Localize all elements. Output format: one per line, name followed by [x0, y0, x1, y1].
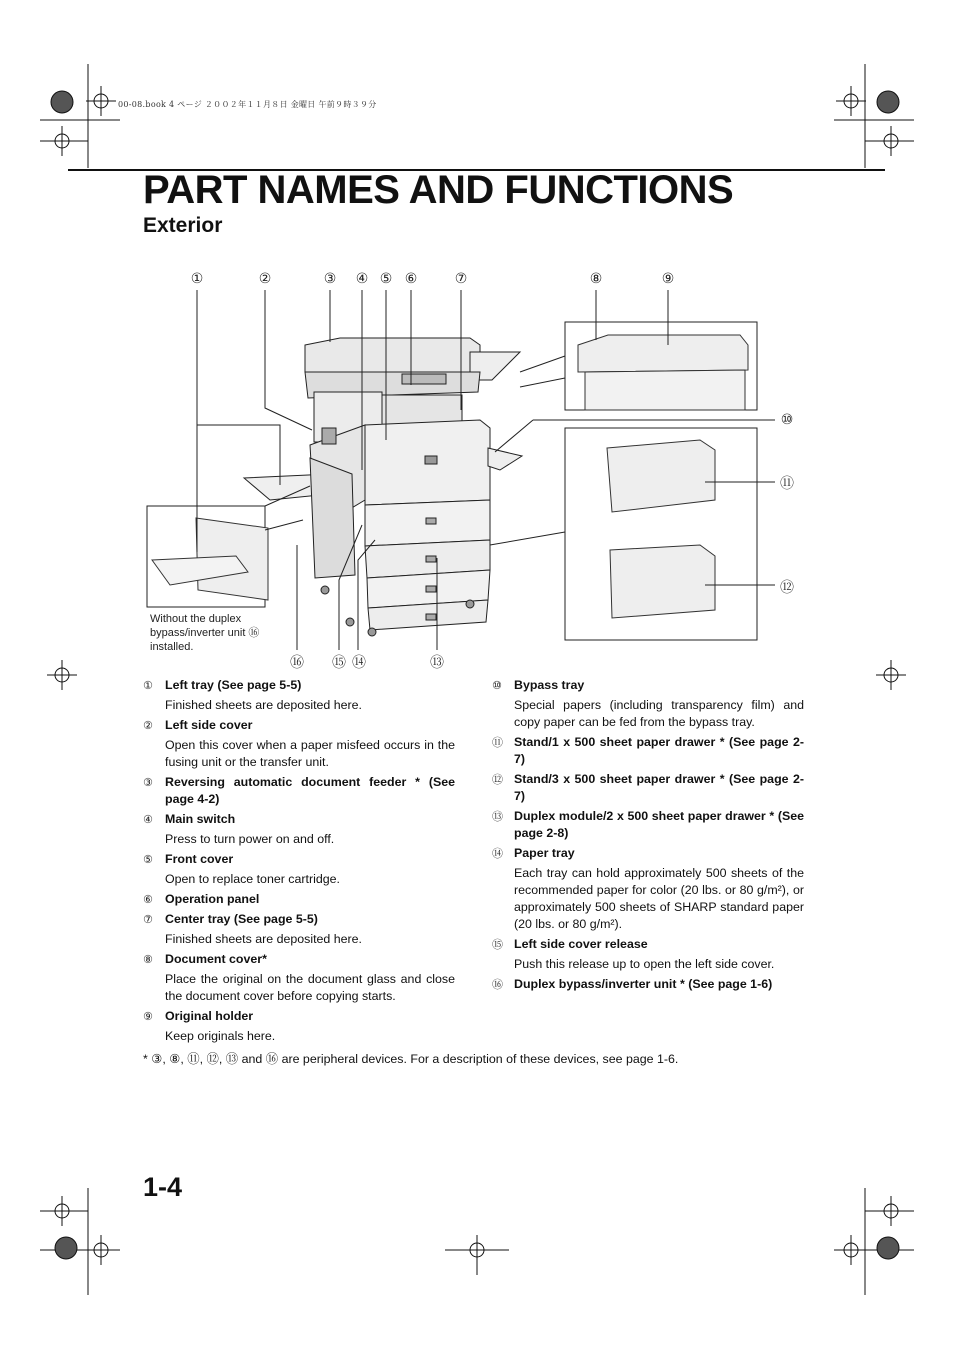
list-item — [492, 845, 804, 933]
item-title: Original holder — [165, 1009, 254, 1023]
item-description: Open to replace toner cartridge. — [165, 872, 340, 886]
item-title: Duplex module/2 x 500 sheet paper drawer * (See page 2-8) — [514, 809, 804, 840]
item-description: Push this release up to open the left side cover. — [514, 957, 775, 971]
list-item — [143, 774, 455, 808]
item-number: ① — [143, 679, 153, 692]
inset-document-cover — [520, 322, 757, 410]
callout-7: ⑦ — [454, 271, 468, 287]
item-number: ③ — [143, 776, 153, 789]
item-number: ⑨ — [143, 1010, 153, 1023]
item-title: Front cover — [165, 852, 234, 866]
item-title: Center tray (See page 5-5) — [165, 912, 318, 926]
list-item — [143, 677, 455, 714]
inset-without-duplex — [147, 486, 310, 607]
callout-5: ⑤ — [379, 271, 393, 287]
item-title: Duplex bypass/inverter unit * (See page 1-6) — [514, 977, 773, 991]
item-description: Open this cover when a paper misfeed occurs in the fusing unit or the transfer unit. — [165, 738, 455, 769]
item-number: ⑦ — [143, 913, 153, 926]
callout-10: ⑩ — [780, 412, 794, 428]
callout-4: ④ — [355, 271, 369, 287]
callout-6: ⑥ — [404, 271, 418, 287]
list-item — [143, 717, 455, 771]
item-description: Place the original on the document glass and close the document cover before copying starts. — [165, 972, 455, 1003]
list-item — [143, 851, 455, 888]
file-meta-header: 00-08.book 4 ページ ２００２年１１月８日 金曜日 午前９時３９分 — [118, 100, 377, 109]
callout-12: ⑫ — [780, 580, 794, 596]
item-title: Reversing automatic document feeder * (See page 4-2) — [165, 775, 455, 806]
page-subtitle: Exterior — [143, 214, 223, 237]
item-description: Finished sheets are deposited here. — [165, 932, 362, 946]
list-item — [143, 951, 455, 1005]
item-title: Left tray (See page 5-5) — [165, 678, 302, 692]
list-item — [492, 976, 804, 993]
item-number: ⑯ — [492, 978, 503, 991]
list-item — [143, 811, 455, 848]
item-title: Stand/3 x 500 sheet paper drawer * (See page 2-7) — [514, 772, 804, 803]
list-item — [143, 1008, 455, 1045]
item-number: ⑤ — [143, 853, 153, 866]
item-title: Left side cover release — [514, 937, 648, 951]
list-item — [492, 936, 804, 973]
copier-illustration — [244, 338, 522, 636]
callout-1: ① — [190, 271, 204, 287]
item-number: ⑥ — [143, 893, 153, 906]
item-description: Finished sheets are deposited here. — [165, 698, 362, 712]
item-title: Bypass tray — [514, 678, 585, 692]
item-description: Special papers (including transparency film) and copy paper can be fed from the bypass tray. — [514, 698, 804, 729]
item-number: ⑬ — [492, 810, 503, 823]
item-title: Paper tray — [514, 846, 575, 860]
callout-15: ⑮ — [332, 655, 346, 671]
callout-16: ⑯ — [290, 655, 304, 671]
list-item — [492, 808, 804, 842]
callout-11: ⑪ — [780, 476, 794, 492]
item-number: ② — [143, 719, 153, 732]
inset-stands — [490, 420, 775, 640]
color-circles — [51, 91, 899, 1259]
callout-13: ⑬ — [430, 655, 444, 671]
item-number: ⑩ — [492, 679, 502, 692]
list-item — [492, 677, 804, 731]
list-item — [492, 771, 804, 805]
figure-caption: Without the duplex bypass/inverter unit ⑯ installed. — [150, 613, 260, 653]
callout-8: ⑧ — [589, 271, 603, 287]
page-number: 1-4 — [143, 1172, 183, 1202]
callout-3: ③ — [323, 271, 337, 287]
page-title: PART NAMES AND FUNCTIONS — [143, 168, 734, 212]
callout-2: ② — [258, 271, 272, 287]
parts-list-right — [492, 677, 804, 996]
item-number: ⑭ — [492, 847, 503, 860]
item-description: Keep originals here. — [165, 1029, 276, 1043]
item-title: Main switch — [165, 812, 236, 826]
item-title: Document cover* — [165, 952, 267, 966]
footnote: * ③, ⑧, ⑪, ⑫, ⑬ and ⑯ are peripheral devices. For a description of these devices, see page 1-6. — [143, 1052, 679, 1066]
item-number: ⑪ — [492, 736, 503, 749]
list-item — [143, 891, 455, 908]
callout-14: ⑭ — [352, 655, 366, 671]
item-number: ⑫ — [492, 773, 503, 786]
item-number: ⑮ — [492, 938, 503, 951]
item-number: ⑧ — [143, 953, 153, 966]
list-item — [143, 911, 455, 948]
item-description: Each tray can hold approximately 500 sheets of the recommended paper for color (20 lbs. or 80 g/m²), or approximately 500 sheets of SHARP standard paper (20 lbs. or 80 g/m²). — [514, 866, 804, 931]
item-title: Stand/1 x 500 sheet paper drawer * (See page 2-7) — [514, 735, 804, 766]
item-title: Left side cover — [165, 718, 253, 732]
item-title: Operation panel — [165, 892, 260, 906]
item-number: ④ — [143, 813, 153, 826]
parts-list-left — [143, 677, 455, 1048]
item-description: Press to turn power on and off. — [165, 832, 335, 846]
callout-9: ⑨ — [661, 271, 675, 287]
list-item — [492, 734, 804, 768]
